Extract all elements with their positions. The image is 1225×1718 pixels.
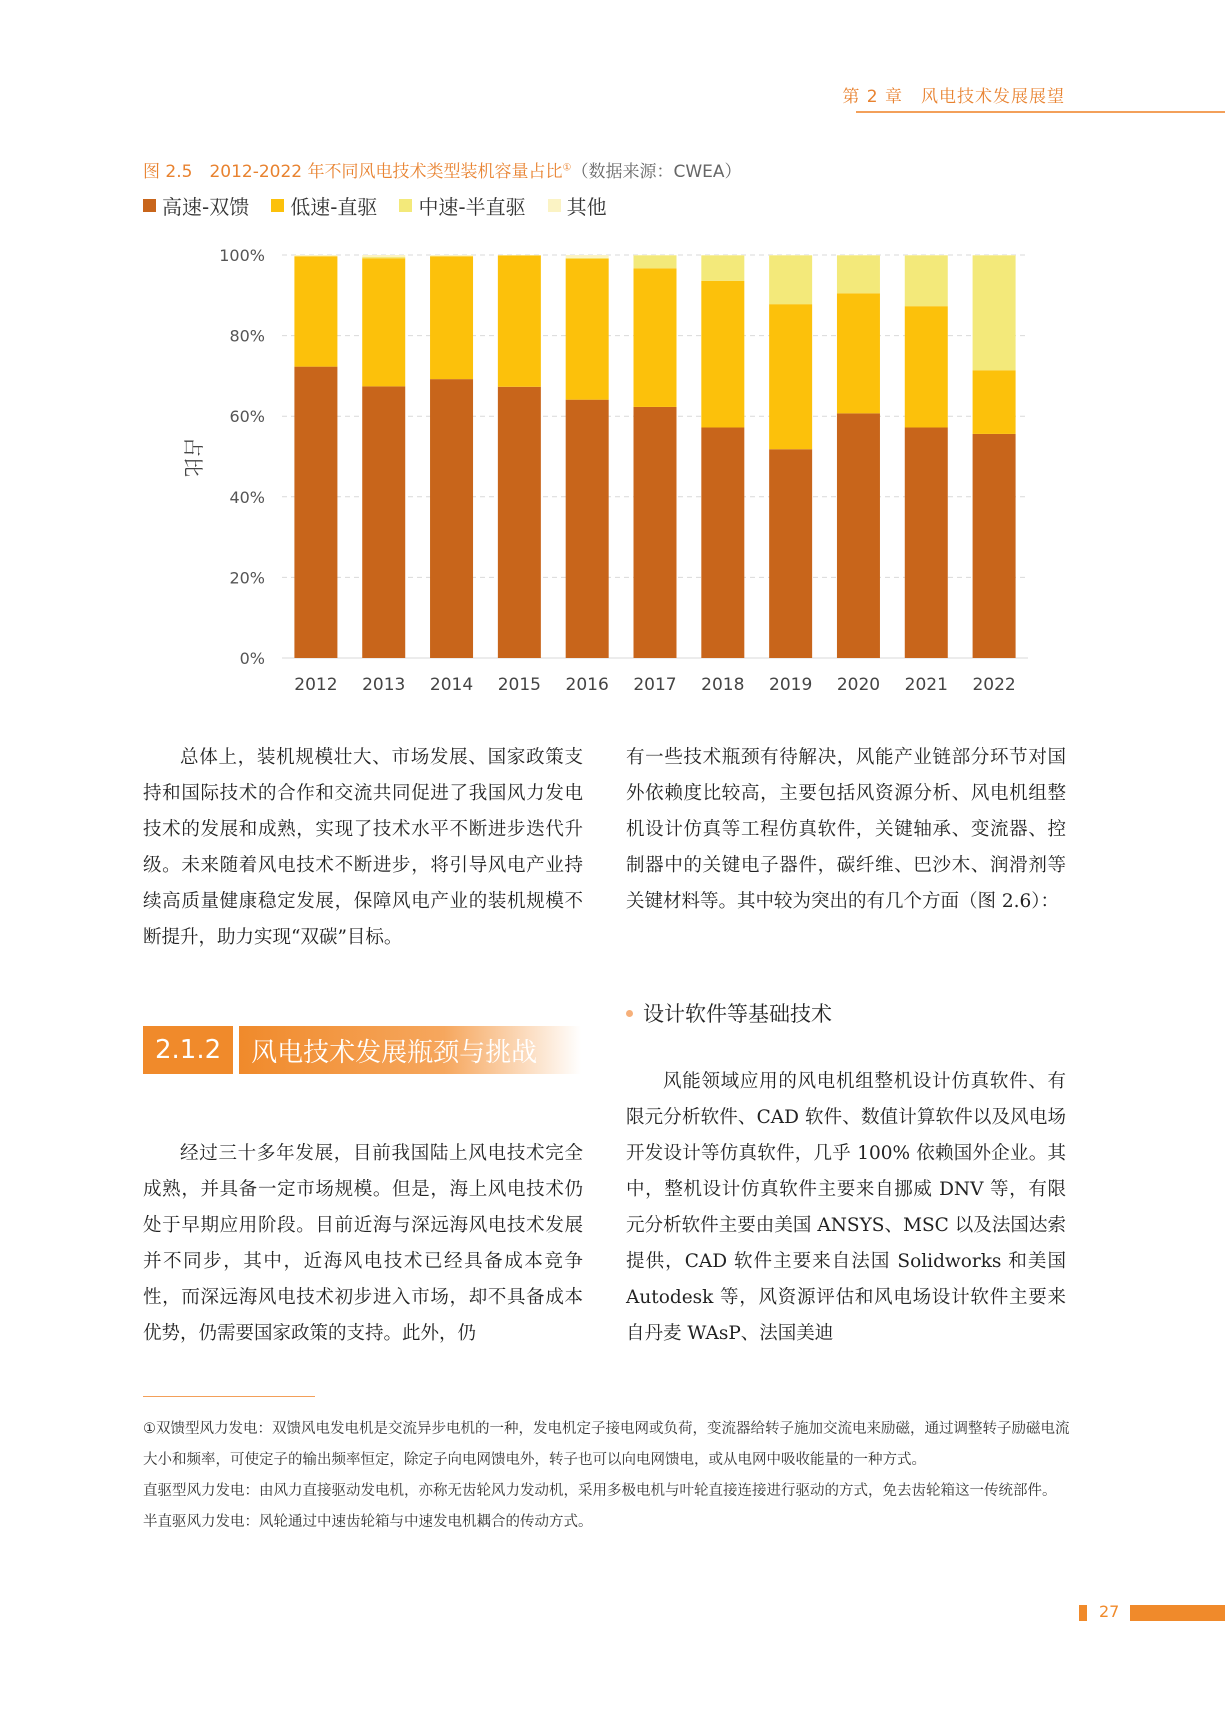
y-tick-label: 100% — [219, 246, 265, 265]
bar-segment — [430, 379, 473, 658]
chapter-header: 第 2 章 风电技术发展展望 — [842, 87, 1065, 107]
bar-segment — [905, 306, 948, 427]
bar-segment — [701, 255, 744, 280]
footnote: 半直驱风力发电：风轮通过中速齿轮箱与中速发电机耦合的传动方式。 — [143, 1514, 593, 1530]
x-tick-label: 2015 — [497, 675, 541, 695]
legend-label: 其他 — [566, 195, 607, 219]
bar-segment — [837, 413, 880, 658]
left-column-bottom — [143, 1136, 583, 1352]
bar-segment — [362, 257, 405, 258]
figure-caption-title: 图 2.5 2012-2022 年不同风电技术类型装机容量占比 — [143, 162, 563, 182]
bar-segment — [294, 256, 337, 366]
section-number: 2.1.2 — [143, 1026, 233, 1074]
x-tick-label: 2018 — [701, 675, 745, 695]
bar-segment — [905, 427, 948, 658]
y-tick-label: 60% — [229, 407, 265, 427]
paragraph: 经过三十多年发展，目前我国陆上风电技术完全成熟，并具备一定市场规模。但是，海上风电技术仍处于早期应用阶段。目前近海与深远海风电技术发展并不同步，其中，近海风电技术已经具备成本竞争性，而深远海风电技术初步进入市场，却不具备成本优势，仍需要国家政策的支持。此外，仍 — [143, 1143, 583, 1344]
y-tick-label: 0% — [239, 649, 265, 668]
section-heading — [143, 1026, 581, 1074]
legend-label: 高速-双馈 — [162, 195, 250, 219]
bar-segment — [973, 255, 1016, 370]
x-tick-label: 2021 — [904, 675, 948, 695]
bar-segment — [294, 255, 337, 256]
x-tick-label: 2013 — [362, 675, 406, 695]
bar-segment — [566, 259, 609, 400]
paragraph: 风能领域应用的风电机组整机设计仿真软件、有限元分析软件、CAD 软件、数值计算软件以及风电场开发设计等仿真软件，几乎 100% 依赖国外企业。其中，整机设计仿真软件主要来自挪威 DNV 等，有限元分析软件主要由美国 ANSYS、MSC 以及法国达索提供，CAD 软件主要来自法国 Solidworks 和美国 Autodesk 等，风资源评估和风电场设计软件主要来自丹麦 WAsP、法国美迪 — [626, 1071, 1066, 1344]
footnote: 直驱型风力发电：由风力直接驱动发电机，亦称无齿轮风力发动机，采用多极电机与叶轮直接连接进行驱动的方式，免去齿轮箱这一传统部件。 — [143, 1483, 1057, 1499]
bar-segment — [973, 434, 1016, 658]
subheading-text: 设计软件等基础技术 — [643, 1002, 832, 1026]
page-number: 27 — [1099, 1602, 1120, 1621]
bar-segment — [769, 449, 812, 658]
bar-segment — [566, 255, 609, 258]
bar-segment — [498, 255, 541, 386]
bar-segment — [837, 255, 880, 293]
bar-segment — [905, 255, 948, 306]
y-tick-label: 80% — [229, 326, 265, 346]
bar-segment — [362, 386, 405, 658]
bar-segment — [634, 255, 677, 268]
bar-segment — [701, 427, 744, 658]
legend-label: 低速-直驱 — [290, 195, 378, 219]
bar-segment — [430, 256, 473, 379]
right-column-bottom — [626, 1064, 1066, 1352]
bar-segment — [634, 407, 677, 658]
legend-label: 中速-半直驱 — [418, 195, 526, 219]
section-title: 风电技术发展瓶颈与挑战 — [239, 1026, 581, 1074]
bar-segment — [362, 255, 405, 257]
footnote: ①双馈型风力发电：双馈风电发电机是交流异步电机的一种，发电机定子接电网或负荷，变流器给转子施加交流电来励磁，通过调整转子励磁电流大小和频率，可使定子的输出频率恒定，除定子向电网馈电外，转子也可以向电网馈电，或从电网中吸收能量的一种方式。 — [143, 1421, 1070, 1468]
y-tick-label: 40% — [229, 487, 265, 507]
bar-segment — [973, 370, 1016, 434]
x-tick-label: 2022 — [972, 675, 1016, 695]
figure-source: （数据来源：CWEA） — [571, 162, 742, 182]
bar-segment — [837, 293, 880, 413]
page-number-bar — [1130, 1605, 1225, 1621]
footnote-mark: ① — [562, 162, 572, 174]
x-tick-label: 2012 — [294, 675, 338, 695]
subheading — [626, 998, 832, 1028]
bar-segment — [294, 367, 337, 658]
bar-segment — [566, 258, 609, 259]
left-column-top — [143, 740, 583, 956]
y-tick-label: 20% — [229, 568, 265, 588]
bar-segment — [769, 304, 812, 449]
bar-segment — [430, 255, 473, 256]
x-tick-label: 2019 — [769, 675, 813, 695]
bar-segment — [769, 255, 812, 304]
x-tick-label: 2014 — [429, 675, 474, 695]
bullet-dot-icon — [626, 1010, 633, 1017]
paragraph: 有一些技术瓶颈有待解决，风能产业链部分环节对国外依赖度比较高，主要包括风资源分析、风电机组整机设计仿真等工程仿真软件，关键轴承、变流器、控制器中的关键电子器件，碳纤维、巴沙木、润滑剂等关键材料等。其中较为突出的有几个方面（图 2.6）： — [626, 747, 1066, 912]
bar-segment — [362, 258, 405, 386]
footnote-rule — [143, 1396, 315, 1397]
bar-segment — [498, 387, 541, 658]
stacked-bar-chart — [0, 0, 1225, 710]
footnotes — [143, 1414, 1083, 1538]
bar-segment — [701, 281, 744, 428]
x-tick-label: 2016 — [565, 675, 609, 695]
bar-segment — [634, 268, 677, 407]
y-axis-label: 占比 — [181, 437, 205, 477]
x-tick-label: 2020 — [836, 675, 881, 695]
paragraph: 总体上，装机规模壮大、市场发展、国家政策支持和国际技术的合作和交流共同促进了我国风力发电技术的发展和成熟，实现了技术水平不断进步迭代升级。未来随着风电技术不断进步，将引导风电产业持续高质量健康稳定发展，保障风电产业的装机规模不断提升，助力实现“双碳”目标。 — [143, 747, 583, 948]
page-number-mark — [1079, 1605, 1087, 1621]
right-column-top — [626, 740, 1066, 920]
x-tick-label: 2017 — [633, 675, 677, 695]
bar-segment — [566, 400, 609, 658]
